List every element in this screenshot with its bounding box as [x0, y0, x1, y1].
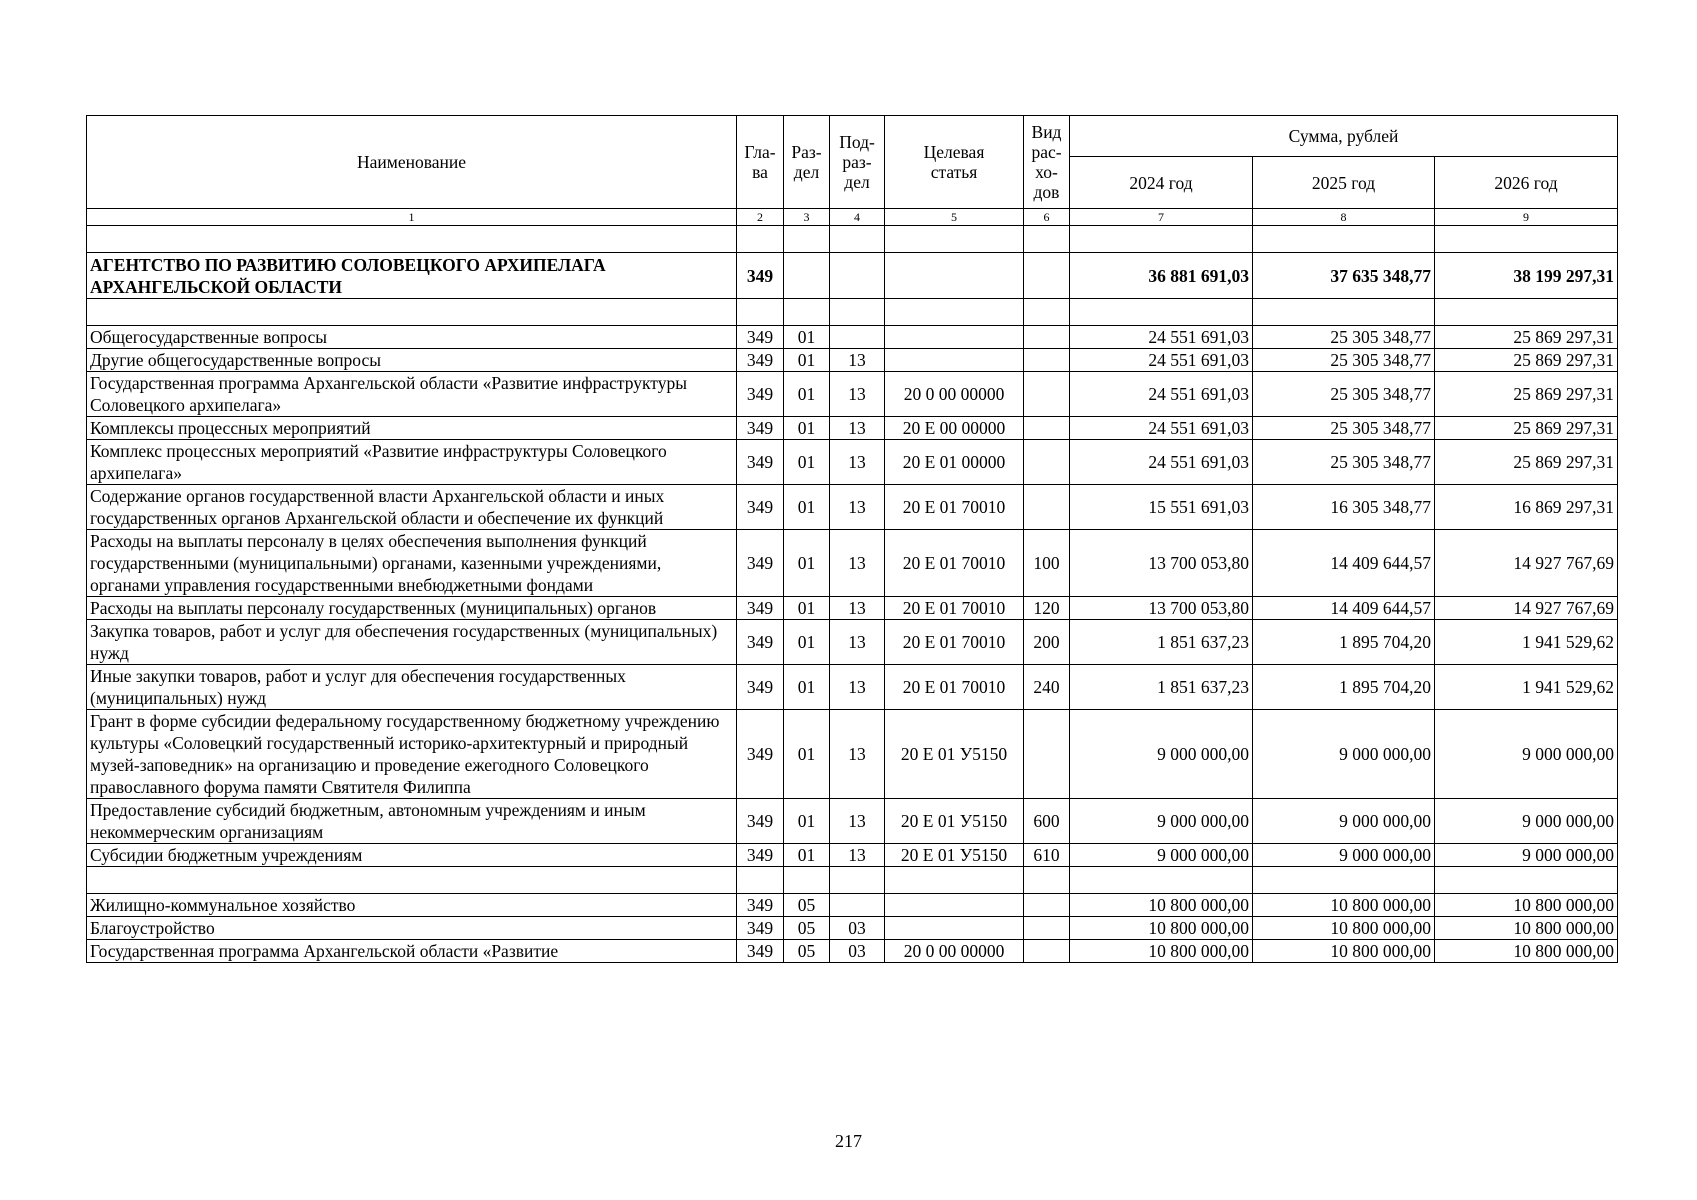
- table-row: [87, 844, 1618, 867]
- row-vid: 610: [1024, 844, 1070, 867]
- row-name: Общегосударственные вопросы: [87, 326, 737, 349]
- row-razdel: 01: [784, 710, 830, 799]
- row-name: Расходы на выплаты персоналу государственных (муниципальных) органов: [87, 597, 737, 620]
- row-2024: 9 000 000,00: [1070, 710, 1253, 799]
- row-celevaya: 20 Е 01 70010: [885, 620, 1024, 665]
- table-row: [87, 665, 1618, 710]
- row-2024: 1 851 637,23: [1070, 665, 1253, 710]
- table-row: [87, 253, 1618, 299]
- row-2025: 25 305 348,77: [1253, 440, 1435, 485]
- row-celevaya: 20 Е 00 00000: [885, 417, 1024, 440]
- row-2024: 13 700 053,80: [1070, 530, 1253, 597]
- budget-table: [86, 115, 1618, 963]
- row-2025: 37 635 348,77: [1253, 253, 1435, 299]
- row-2025: 1 895 704,20: [1253, 620, 1435, 665]
- row-glava: 349: [737, 940, 784, 963]
- row-celevaya: 20 0 00 00000: [885, 372, 1024, 417]
- row-2024: 24 551 691,03: [1070, 440, 1253, 485]
- row-vid: [1024, 349, 1070, 372]
- table-row: [87, 894, 1618, 917]
- row-vid: 240: [1024, 665, 1070, 710]
- row-podrazdel: 13: [830, 440, 885, 485]
- row-glava: 349: [737, 710, 784, 799]
- row-2025: 25 305 348,77: [1253, 417, 1435, 440]
- row-name: Субсидии бюджетным учреждениям: [87, 844, 737, 867]
- row-podrazdel: [830, 253, 885, 299]
- row-podrazdel: 13: [830, 710, 885, 799]
- row-razdel: 01: [784, 326, 830, 349]
- row-2025: 10 800 000,00: [1253, 940, 1435, 963]
- row-2026: 38 199 297,31: [1435, 253, 1618, 299]
- row-2024: 10 800 000,00: [1070, 917, 1253, 940]
- row-2026: 10 800 000,00: [1435, 917, 1618, 940]
- row-2024: 9 000 000,00: [1070, 844, 1253, 867]
- row-2025: 10 800 000,00: [1253, 894, 1435, 917]
- column-number: 6: [1024, 209, 1070, 226]
- row-2025: 16 305 348,77: [1253, 485, 1435, 530]
- row-2026: 25 869 297,31: [1435, 326, 1618, 349]
- row-vid: 120: [1024, 597, 1070, 620]
- row-vid: [1024, 440, 1070, 485]
- row-glava: 349: [737, 417, 784, 440]
- row-2025: 9 000 000,00: [1253, 844, 1435, 867]
- row-name: Комплекс процессных мероприятий «Развитие инфраструктуры Соловецкого архипелага»: [87, 440, 737, 485]
- spacer-row: [87, 299, 1618, 326]
- row-vid: [1024, 372, 1070, 417]
- row-name: Другие общегосударственные вопросы: [87, 349, 737, 372]
- row-glava: 349: [737, 665, 784, 710]
- row-celevaya: 20 Е 01 70010: [885, 485, 1024, 530]
- row-2024: 15 551 691,03: [1070, 485, 1253, 530]
- row-name: Жилищно-коммунальное хозяйство: [87, 894, 737, 917]
- row-podrazdel: 13: [830, 485, 885, 530]
- table-row: [87, 710, 1618, 799]
- column-number: 7: [1070, 209, 1253, 226]
- row-glava: 349: [737, 894, 784, 917]
- row-2024: 24 551 691,03: [1070, 326, 1253, 349]
- row-2025: 10 800 000,00: [1253, 917, 1435, 940]
- row-2024: 36 881 691,03: [1070, 253, 1253, 299]
- row-2026: 9 000 000,00: [1435, 799, 1618, 844]
- row-name: Грант в форме субсидии федеральному государственному бюджетному учреждению культуры «Соловецкий государственный историко-архитектурный и природный музей-заповедник» на организацию и проведение ежегодного Соловецкого православного форума памяти Святителя Филиппа: [87, 710, 737, 799]
- row-celevaya: 20 Е 01 00000: [885, 440, 1024, 485]
- header-razdel: Раз- дел: [784, 116, 830, 209]
- header-celevaya-statya: Целевая статья: [885, 116, 1024, 209]
- row-podrazdel: 03: [830, 917, 885, 940]
- row-2025: 25 305 348,77: [1253, 349, 1435, 372]
- row-vid: 200: [1024, 620, 1070, 665]
- row-2026: 25 869 297,31: [1435, 372, 1618, 417]
- row-podrazdel: [830, 326, 885, 349]
- row-name: Предоставление субсидий бюджетным, автономным учреждениям и иным некоммерческим организациям: [87, 799, 737, 844]
- row-name: АГЕНТСТВО ПО РАЗВИТИЮ СОЛОВЕЦКОГО АРХИПЕЛАГА АРХАНГЕЛЬСКОЙ ОБЛАСТИ: [87, 253, 737, 299]
- header-name: Наименование: [87, 116, 737, 209]
- row-vid: [1024, 710, 1070, 799]
- row-razdel: 01: [784, 665, 830, 710]
- row-celevaya: 20 Е 01 70010: [885, 530, 1024, 597]
- table-row: [87, 372, 1618, 417]
- row-2026: 14 927 767,69: [1435, 597, 1618, 620]
- spacer-row: [87, 867, 1618, 894]
- row-2026: 25 869 297,31: [1435, 349, 1618, 372]
- row-celevaya: [885, 349, 1024, 372]
- table-row: [87, 349, 1618, 372]
- row-2024: 24 551 691,03: [1070, 417, 1253, 440]
- row-glava: 349: [737, 349, 784, 372]
- row-name: Комплексы процессных мероприятий: [87, 417, 737, 440]
- spacer-row: [87, 226, 1618, 253]
- row-razdel: 01: [784, 417, 830, 440]
- row-celevaya: 20 Е 01 У5150: [885, 710, 1024, 799]
- table-row: [87, 597, 1618, 620]
- row-2026: 14 927 767,69: [1435, 530, 1618, 597]
- row-vid: [1024, 917, 1070, 940]
- row-vid: [1024, 326, 1070, 349]
- row-2026: 9 000 000,00: [1435, 710, 1618, 799]
- row-name: Закупка товаров, работ и услуг для обеспечения государственных (муниципальных) нужд: [87, 620, 737, 665]
- row-glava: 349: [737, 799, 784, 844]
- table-row: [87, 917, 1618, 940]
- row-vid: [1024, 253, 1070, 299]
- row-2026: 25 869 297,31: [1435, 440, 1618, 485]
- row-razdel: [784, 253, 830, 299]
- row-podrazdel: 13: [830, 530, 885, 597]
- row-podrazdel: 13: [830, 372, 885, 417]
- row-vid: 100: [1024, 530, 1070, 597]
- row-name: Государственная программа Архангельской области «Развитие инфраструктуры Соловецкого архипелага»: [87, 372, 737, 417]
- row-glava: 349: [737, 917, 784, 940]
- row-podrazdel: 13: [830, 799, 885, 844]
- row-podrazdel: 13: [830, 349, 885, 372]
- table-row: [87, 417, 1618, 440]
- row-name: Иные закупки товаров, работ и услуг для обеспечения государственных (муниципальных) нужд: [87, 665, 737, 710]
- row-celevaya: [885, 253, 1024, 299]
- row-2024: 10 800 000,00: [1070, 940, 1253, 963]
- page-number: 217: [835, 1131, 862, 1151]
- row-celevaya: 20 Е 01 70010: [885, 665, 1024, 710]
- row-2026: 1 941 529,62: [1435, 665, 1618, 710]
- header-vid-rashodov: Вид рас- хо- дов: [1024, 116, 1070, 209]
- table-row: [87, 530, 1618, 597]
- row-razdel: 01: [784, 530, 830, 597]
- row-name: Благоустройство: [87, 917, 737, 940]
- row-celevaya: [885, 917, 1024, 940]
- row-podrazdel: [830, 894, 885, 917]
- row-2024: 24 551 691,03: [1070, 372, 1253, 417]
- row-2026: 1 941 529,62: [1435, 620, 1618, 665]
- row-2026: 25 869 297,31: [1435, 417, 1618, 440]
- row-glava: 349: [737, 372, 784, 417]
- row-2024: 13 700 053,80: [1070, 597, 1253, 620]
- row-podrazdel: 13: [830, 665, 885, 710]
- row-2024: 24 551 691,03: [1070, 349, 1253, 372]
- header-year-2026: 2026 год: [1435, 157, 1618, 209]
- row-vid: [1024, 940, 1070, 963]
- header-podrazdel: Под- раз- дел: [830, 116, 885, 209]
- row-vid: [1024, 417, 1070, 440]
- row-2026: 16 869 297,31: [1435, 485, 1618, 530]
- row-glava: 349: [737, 253, 784, 299]
- row-vid: 600: [1024, 799, 1070, 844]
- table-row: [87, 485, 1618, 530]
- row-razdel: 01: [784, 799, 830, 844]
- row-celevaya: 20 Е 01 У5150: [885, 799, 1024, 844]
- row-podrazdel: 03: [830, 940, 885, 963]
- row-razdel: 01: [784, 597, 830, 620]
- row-2025: 25 305 348,77: [1253, 326, 1435, 349]
- column-number: 2: [737, 209, 784, 226]
- row-2026: 9 000 000,00: [1435, 844, 1618, 867]
- row-razdel: 01: [784, 844, 830, 867]
- table-row: [87, 799, 1618, 844]
- header-year-2025: 2025 год: [1253, 157, 1435, 209]
- row-2025: 25 305 348,77: [1253, 372, 1435, 417]
- row-glava: 349: [737, 485, 784, 530]
- header-summa: Сумма, рублей: [1070, 116, 1618, 157]
- row-razdel: 01: [784, 349, 830, 372]
- row-glava: 349: [737, 326, 784, 349]
- row-celevaya: 20 Е 01 70010: [885, 597, 1024, 620]
- row-razdel: 05: [784, 940, 830, 963]
- row-vid: [1024, 894, 1070, 917]
- row-podrazdel: 13: [830, 417, 885, 440]
- row-podrazdel: 13: [830, 597, 885, 620]
- column-number-row: [87, 209, 1618, 226]
- row-razdel: 01: [784, 620, 830, 665]
- row-glava: 349: [737, 530, 784, 597]
- row-glava: 349: [737, 597, 784, 620]
- row-2024: 9 000 000,00: [1070, 799, 1253, 844]
- row-razdel: 01: [784, 372, 830, 417]
- row-podrazdel: 13: [830, 844, 885, 867]
- header-year-2024: 2024 год: [1070, 157, 1253, 209]
- column-number: 1: [87, 209, 737, 226]
- row-2025: 9 000 000,00: [1253, 710, 1435, 799]
- row-2026: 10 800 000,00: [1435, 940, 1618, 963]
- table-row: [87, 326, 1618, 349]
- column-number: 5: [885, 209, 1024, 226]
- row-celevaya: [885, 894, 1024, 917]
- row-glava: 349: [737, 440, 784, 485]
- row-podrazdel: 13: [830, 620, 885, 665]
- row-razdel: 05: [784, 894, 830, 917]
- header-glava: Гла- ва: [737, 116, 784, 209]
- row-celevaya: [885, 326, 1024, 349]
- column-number: 4: [830, 209, 885, 226]
- row-celevaya: 20 0 00 00000: [885, 940, 1024, 963]
- column-number: 3: [784, 209, 830, 226]
- row-glava: 349: [737, 620, 784, 665]
- row-razdel: 01: [784, 485, 830, 530]
- row-2025: 14 409 644,57: [1253, 597, 1435, 620]
- row-name: Расходы на выплаты персоналу в целях обеспечения выполнения функций государственными (муниципальными) органами, казенными учреждениями, органами управления государственными внебюджетными фондами: [87, 530, 737, 597]
- column-number: 9: [1435, 209, 1618, 226]
- table-header: [87, 116, 1618, 226]
- table-row: [87, 940, 1618, 963]
- row-vid: [1024, 485, 1070, 530]
- row-name: Государственная программа Архангельской области «Развитие: [87, 940, 737, 963]
- row-2024: 1 851 637,23: [1070, 620, 1253, 665]
- row-2025: 9 000 000,00: [1253, 799, 1435, 844]
- row-2024: 10 800 000,00: [1070, 894, 1253, 917]
- row-2026: 10 800 000,00: [1435, 894, 1618, 917]
- row-celevaya: 20 Е 01 У5150: [885, 844, 1024, 867]
- row-razdel: 01: [784, 440, 830, 485]
- table-body: [87, 226, 1618, 963]
- table-row: [87, 440, 1618, 485]
- table-row: [87, 620, 1618, 665]
- row-name: Содержание органов государственной власти Архангельской области и иных государственных органов Архангельской области и обеспечение их функций: [87, 485, 737, 530]
- row-2025: 14 409 644,57: [1253, 530, 1435, 597]
- row-glava: 349: [737, 844, 784, 867]
- column-number: 8: [1253, 209, 1435, 226]
- row-2025: 1 895 704,20: [1253, 665, 1435, 710]
- row-razdel: 05: [784, 917, 830, 940]
